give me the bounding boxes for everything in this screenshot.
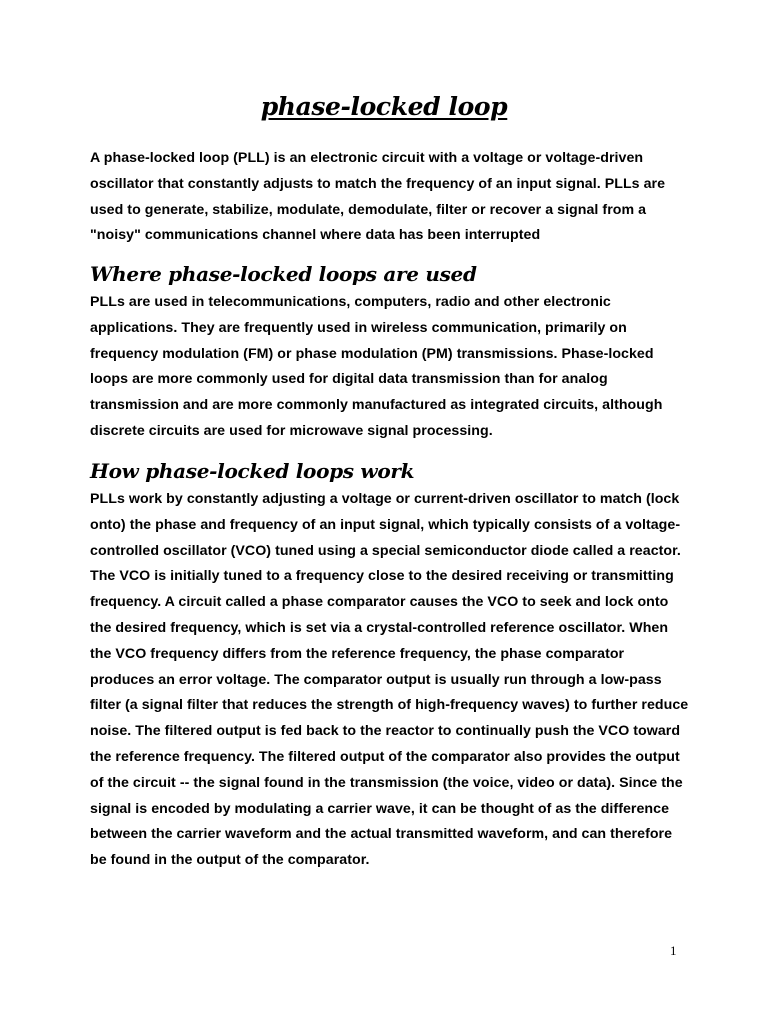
section-paragraph-uses: PLLs are used in telecommunications, computers, radio and other electronic applications. They are frequently used in wireless communication, primarily on frequency modulation (FM) or phase modulation (PM) transmissions. Phase-locked loops are more commonly used for digital data transmission than for analog transmission and are more commonly manufactured as integrated circuits, although discrete circuits are used for microwave signal processing. [90, 294, 663, 439]
section-paragraph-how-it-works: PLLs work by constantly adjusting a voltage or current-driven oscillator to match (lock onto) the phase and frequency of an input signal, which typically consists of a voltage-controlled oscillator (VCO) tuned using a special semiconductor diode called a reactor. The VCO is initially tuned to a frequency close to the desired receiving or transmitting frequency. A circuit called a phase comparator causes the VCO to seek and lock onto the desired frequency, which is set via a crystal-controlled reference oscillator. When the VCO frequency differs from the reference frequency, the phase comparator produces an error voltage. The comparator output is usually run through a low-pass filter (a signal filter that reduces the strength of high-frequency waves) to further reduce noise. The filtered output is fed back to the reactor to continually push the VCO toward the reference frequency. The filtered output of the comparator also provides the output of the circuit -- the signal found in the transmission (the voice, video or data). Since the signal is encoded by modulating a carrier wave, it can be thought of as the difference between the carrier waveform and the actual transmitted waveform, and can therefore be found in the output of the comparator. [90, 491, 689, 869]
section-heading-uses: Where phase-locked loops are used [90, 262, 477, 286]
page-number: 1 [670, 943, 677, 958]
section-heading-how-it-works: How phase-locked loops work [90, 459, 415, 483]
page-title: phase-locked loop [260, 92, 508, 121]
intro-paragraph: A phase-locked loop (PLL) is an electronic circuit with a voltage or voltage-driven oscillator that constantly adjusts to match the frequency of an input signal. PLLs are used to generate, stabilize, modulate, demodulate, filter or recover a signal from a "noisy" communications channel where data has been interrupted [90, 150, 666, 244]
